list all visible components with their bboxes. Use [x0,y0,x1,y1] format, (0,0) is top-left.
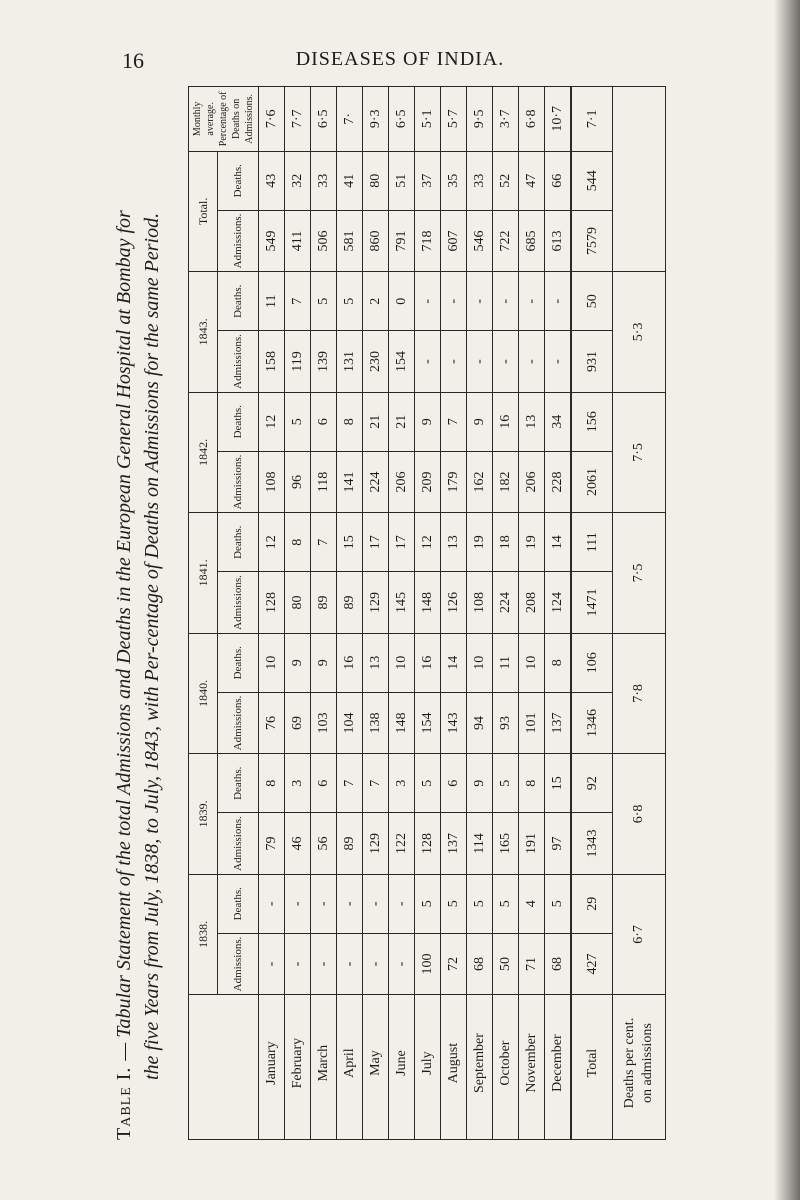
table-cell: 10 [389,633,415,692]
table-cell: - [337,874,363,933]
table-cell: 119 [285,331,311,392]
table-cell: 8 [259,754,285,813]
table-cell: 9 [415,392,441,451]
table-cell: 9 [467,754,493,813]
table-cell: 5 [415,754,441,813]
table-cell: 13 [363,633,389,692]
month-label: November [519,995,545,1140]
table-cell: - [441,331,467,392]
table-cell: 76 [259,692,285,753]
percent-cell: 7·5 [613,513,666,634]
table-cell: 8 [337,392,363,451]
table-cell: 32 [285,151,311,210]
month-label: July [415,995,441,1140]
table-cell: 37 [415,151,441,210]
caption-text: — Tabular Statement of the total Admissions and Deaths in the European General Hospital at Bombay for [113,210,135,1061]
table-cell: 114 [467,813,493,874]
table-cell: 228 [545,451,572,512]
table-cell: - [337,933,363,994]
table-row [441,87,467,1140]
table-cell: 21 [363,392,389,451]
table-cell: 581 [337,210,363,271]
table-cell: 138 [363,692,389,753]
percent-cell: 6·8 [613,754,666,875]
table-cell: 137 [545,692,572,753]
total-cell: 1471 [571,572,613,633]
table-row [467,87,493,1140]
percent-cell: 7·5 [613,392,666,513]
admissions-header: Admissions. [218,933,259,994]
monthly-average-sub: Percentage of Deaths on Admissions. [218,91,255,147]
table-cell: 51 [389,151,415,210]
total-cell: 156 [571,392,613,451]
table-cell: 129 [363,813,389,874]
table-cell: 104 [337,692,363,753]
table-cell: 137 [441,813,467,874]
table-cell: 179 [441,451,467,512]
table-cell: 15 [545,754,572,813]
total-cell: 1346 [571,692,613,753]
table-cell: 41 [337,151,363,210]
year-header: 1839. [189,754,218,875]
table-cell: 10 [519,633,545,692]
table-row [545,87,572,1140]
table-cell: 5 [415,874,441,933]
table-cell: 10 [467,633,493,692]
table-row [389,87,415,1140]
table-cell: - [545,331,572,392]
table-cell: 12 [415,513,441,572]
table-cell: - [467,331,493,392]
table-cell: - [415,272,441,331]
table-cell: 506 [311,210,337,271]
admissions-header: Admissions. [218,331,259,392]
table-cell: 6 [311,754,337,813]
table-cell: 11 [493,633,519,692]
table-cell: - [363,933,389,994]
deaths-header: Deaths. [218,392,259,451]
table-body [259,87,666,1140]
table-cell: - [311,874,337,933]
year-header: 1838. [189,874,218,995]
admissions-header: Admissions. [218,451,259,512]
table-cell: 93 [493,692,519,753]
total-cell: 931 [571,331,613,392]
table-cell: 89 [337,572,363,633]
total-cell: 106 [571,633,613,692]
deaths-header: Deaths. [218,633,259,692]
table-cell: 165 [493,813,519,874]
table-cell: 18 [493,513,519,572]
total-cell: 1343 [571,813,613,874]
deaths-header: Deaths. [218,874,259,933]
table-cell: 4 [519,874,545,933]
empty-cell [613,87,666,272]
table-cell: 230 [363,331,389,392]
table-row [259,87,285,1140]
table-cell: - [493,331,519,392]
table-cell: 139 [311,331,337,392]
table-cell: 100 [415,933,441,994]
table-cell: 126 [441,572,467,633]
table-cell: - [545,272,572,331]
total-cell: 92 [571,754,613,813]
table-cell: 46 [285,813,311,874]
table-row [493,87,519,1140]
total-cell: 7579 [571,210,613,271]
page-number: 16 [122,48,144,73]
table-cell: 128 [259,572,285,633]
total-row [571,87,613,1140]
table-cell: 7·6 [259,87,285,152]
table-cell: 52 [493,151,519,210]
table-cell: - [467,272,493,331]
total-cell: 2061 [571,451,613,512]
table-cell: 129 [363,572,389,633]
table-cell: 9·5 [467,87,493,152]
table-cell: 7 [337,754,363,813]
table-cell: 718 [415,210,441,271]
total-cell: 7·1 [571,87,613,152]
table-cell: 224 [493,572,519,633]
table-cell: 224 [363,451,389,512]
table-cell: 103 [311,692,337,753]
total-cell: 427 [571,933,613,994]
total-cell: 544 [571,151,613,210]
year-header: 1840. [189,633,218,754]
table-cell: 5 [545,874,572,933]
monthly-average-header [189,87,259,152]
table-cell: 68 [545,933,572,994]
month-label: June [389,995,415,1140]
month-label: May [363,995,389,1140]
admissions-header: Admissions. [218,210,259,271]
percent-cell: 5·3 [613,272,666,393]
month-label: September [467,995,493,1140]
table-cell: 108 [467,572,493,633]
table-cell: 154 [415,692,441,753]
table-row [337,87,363,1140]
table-cell: 21 [389,392,415,451]
table-cell: 43 [259,151,285,210]
table-cell: 80 [363,151,389,210]
table-cell: 208 [519,572,545,633]
deaths-header: Deaths. [218,151,259,210]
table-cell: 14 [441,633,467,692]
table-cell: 6·5 [389,87,415,152]
table-cell: 7 [285,272,311,331]
table-cell: 19 [519,513,545,572]
table-cell: 118 [311,451,337,512]
table-cell: 9 [467,392,493,451]
table-row [363,87,389,1140]
table-row [311,87,337,1140]
table-cell: 8 [285,513,311,572]
table-cell: 191 [519,813,545,874]
table-cell: 108 [259,451,285,512]
table-cell: 8 [545,633,572,692]
table-cell: 7 [441,392,467,451]
table-cell: 13 [441,513,467,572]
table-cell: 124 [545,572,572,633]
total-cell: 50 [571,272,613,331]
deaths-header: Deaths. [218,513,259,572]
table-cell: 7· [337,87,363,152]
table-cell: 10 [259,633,285,692]
month-label: April [337,995,363,1140]
table-cell: 7 [363,754,389,813]
caption-line2: the five Years from July, 1838, to July, 1843, with Per-centage of Deaths on Admissions for the same Period. [141,212,163,1080]
caption-lead: Table I. [113,1066,135,1140]
table-cell: 5 [441,874,467,933]
month-label: December [545,995,572,1140]
deaths-header: Deaths. [218,754,259,813]
table-cell: 5 [337,272,363,331]
table-cell: 33 [467,151,493,210]
table-cell: - [285,874,311,933]
table-row [415,87,441,1140]
table-cell: 56 [311,813,337,874]
table-cell: 7 [311,513,337,572]
table-cell: 141 [337,451,363,512]
table-cell: - [311,933,337,994]
table-cell: 5 [493,874,519,933]
table-cell: 122 [389,813,415,874]
table-cell: 143 [441,692,467,753]
percent-label-line1: Deaths per cent. [622,1017,637,1109]
table-cell: 68 [467,933,493,994]
table-cell: 10·7 [545,87,572,152]
table-cell: - [519,272,545,331]
mortality-table [188,86,666,1140]
table-cell: 14 [545,513,572,572]
year-header: 1842. [189,392,218,513]
table-cell: - [389,933,415,994]
table-cell: 0 [389,272,415,331]
total-header: Total. [189,151,218,272]
table-cell: 722 [493,210,519,271]
table-cell: - [493,272,519,331]
table-cell: - [259,933,285,994]
corner-cell [189,995,259,1140]
monthly-average-title: Monthly average. [192,101,216,137]
percent-row [613,87,666,1140]
table-cell: 9·3 [363,87,389,152]
table-cell: - [285,933,311,994]
table-cell: 607 [441,210,467,271]
month-label: August [441,995,467,1140]
table-cell: 71 [519,933,545,994]
table-cell: 101 [519,692,545,753]
table-cell: - [259,874,285,933]
table-cell: 613 [545,210,572,271]
table-caption [110,86,180,1140]
month-label: January [259,995,285,1140]
table-cell: 791 [389,210,415,271]
table-cell: 7·7 [285,87,311,152]
month-label: October [493,995,519,1140]
percent-label [613,995,666,1140]
table-cell: 17 [389,513,415,572]
table-cell: 72 [441,933,467,994]
table-cell: 50 [493,933,519,994]
table-row [519,87,545,1140]
table-cell: 6 [311,392,337,451]
table-cell: 47 [519,151,545,210]
table-cell: 19 [467,513,493,572]
table-cell: 128 [415,813,441,874]
table-cell: 3 [389,754,415,813]
table-cell: 209 [415,451,441,512]
table-cell: 79 [259,813,285,874]
table-cell: 89 [311,572,337,633]
page-header [0,40,800,80]
table-cell: - [363,874,389,933]
running-head: DISEASES OF INDIA. [295,48,505,70]
table-cell: 6·8 [519,87,545,152]
table-cell: - [389,874,415,933]
table-cell: 34 [545,392,572,451]
table-cell: 158 [259,331,285,392]
table-cell: 9 [285,633,311,692]
table-cell: 66 [545,151,572,210]
table-cell: 546 [467,210,493,271]
table-cell: 3 [285,754,311,813]
month-label: February [285,995,311,1140]
table-cell: 94 [467,692,493,753]
table-cell: 860 [363,210,389,271]
admissions-header: Admissions. [218,813,259,874]
year-header: 1841. [189,513,218,634]
admissions-header: Admissions. [218,572,259,633]
table-cell: - [441,272,467,331]
table-cell: 206 [519,451,545,512]
table-cell: 6·5 [311,87,337,152]
table-cell: 9 [311,633,337,692]
table-cell: 16 [415,633,441,692]
table-cell: 69 [285,692,311,753]
month-label: March [311,995,337,1140]
table-cell: 5 [311,272,337,331]
table-cell: 17 [363,513,389,572]
table-cell: 182 [493,451,519,512]
table-cell: 148 [415,572,441,633]
table-cell: 5 [285,392,311,451]
table-cell: 206 [389,451,415,512]
table-cell: 5·7 [441,87,467,152]
total-cell: 29 [571,874,613,933]
rotated-table-block [110,86,790,1140]
table-cell: 8 [519,754,545,813]
total-label: Total [571,995,613,1140]
table-cell: 6 [441,754,467,813]
table-cell: 2 [363,272,389,331]
total-cell: 111 [571,513,613,572]
table-cell: 5·1 [415,87,441,152]
table-cell: 16 [493,392,519,451]
table-cell: 12 [259,513,285,572]
table-cell: 16 [337,633,363,692]
table-cell: 80 [285,572,311,633]
table-cell: 154 [389,331,415,392]
percent-cell: 6·7 [613,874,666,995]
table-cell: 15 [337,513,363,572]
table-cell: 131 [337,331,363,392]
table-cell: 13 [519,392,545,451]
table-row [285,87,311,1140]
table-cell: - [415,331,441,392]
year-header: 1843. [189,272,218,393]
table-cell: 35 [441,151,467,210]
table-cell: 89 [337,813,363,874]
table-cell: 162 [467,451,493,512]
table-cell: - [519,331,545,392]
table-cell: 148 [389,692,415,753]
table-cell: 11 [259,272,285,331]
deaths-header: Deaths. [218,272,259,331]
table-cell: 3·7 [493,87,519,152]
percent-cell: 7·8 [613,633,666,754]
table-cell: 97 [545,813,572,874]
table-cell: 549 [259,210,285,271]
table-cell: 33 [311,151,337,210]
table-cell: 685 [519,210,545,271]
admissions-header: Admissions. [218,692,259,753]
table-cell: 411 [285,210,311,271]
table-cell: 5 [493,754,519,813]
table-cell: 12 [259,392,285,451]
table-cell: 5 [467,874,493,933]
table-cell: 96 [285,451,311,512]
percent-label-line2: on admissions [640,1023,655,1103]
table-cell: 145 [389,572,415,633]
page-edge-shadow [774,0,800,1200]
